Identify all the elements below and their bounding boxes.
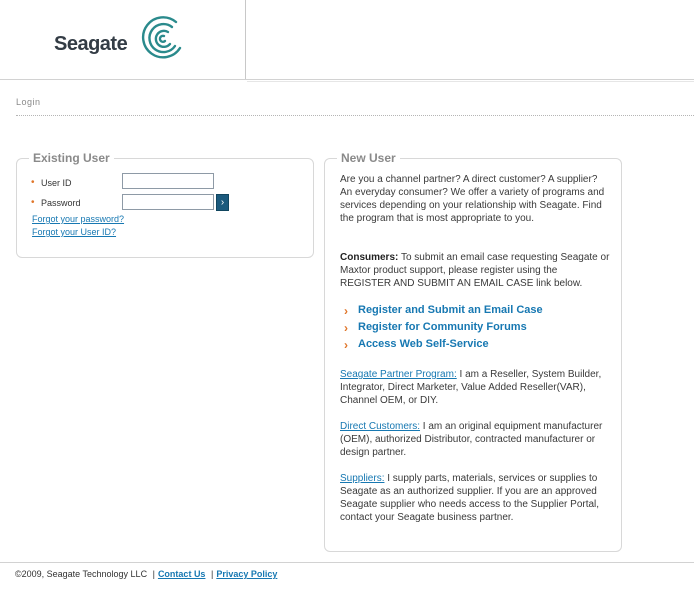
suppliers-paragraph — [340, 472, 610, 524]
direct-customers-paragraph — [340, 420, 610, 459]
page-footer — [15, 569, 277, 579]
forgot-password-link[interactable]: Forgot your password? — [32, 214, 125, 224]
existing-user-title: Existing User — [29, 151, 114, 165]
contact-us-link[interactable]: Contact Us — [157, 569, 206, 579]
footer-separator: | — [152, 569, 155, 579]
page-header — [0, 0, 694, 80]
suppliers-text: I supply parts, materials, services or supplies to Seagate as an authorized supplier. If you are an approved Seagate supplier who needs access to the Supplier Portal, contact your Seagate business partner. — [340, 473, 600, 523]
new-user-panel — [324, 151, 622, 552]
user-id-label: User ID — [41, 178, 72, 188]
copyright-text: ©2009, Seagate Technology LLC — [15, 569, 148, 579]
new-user-intro: Are you a channel partner? A direct customer? A supplier? An everyday consumer? We offer a variety of programs and services depending on your relationship with Seagate. Find the program that is most appropriate to you. — [340, 174, 605, 224]
chevron-right-icon: › — [344, 338, 348, 352]
footer-separator: | — [210, 569, 214, 579]
bullet-icon: • — [31, 177, 35, 188]
forgot-userid-link[interactable]: Forgot your User ID? — [32, 227, 117, 237]
existing-user-panel — [16, 151, 314, 258]
password-input[interactable] — [122, 194, 214, 210]
consumers-paragraph — [340, 251, 610, 290]
direct-customers-link[interactable]: Direct Customers: — [340, 421, 421, 432]
privacy-policy-link[interactable]: Privacy Policy — [216, 569, 278, 579]
partner-program-link[interactable]: Seagate Partner Program: — [340, 369, 457, 380]
footer-divider — [0, 562, 694, 563]
consumers-label: Consumers: — [340, 252, 399, 263]
logo-area — [0, 0, 246, 79]
breadcrumb-divider — [16, 115, 694, 116]
direct-customers-text: I am an original equipment manufacturer (OEM), authorized Distributor, contracted manufacturer or design partner. — [340, 421, 603, 458]
new-user-title: New User — [337, 151, 400, 165]
breadcrumb: Login — [16, 97, 41, 107]
suppliers-link[interactable]: Suppliers: — [340, 473, 385, 484]
login-submit-button[interactable] — [216, 194, 229, 211]
register-forums-link[interactable]: Register for Community Forums — [358, 321, 527, 333]
user-id-input[interactable] — [122, 173, 214, 189]
web-self-service-link[interactable]: Access Web Self-Service — [358, 338, 489, 350]
bullet-icon: • — [31, 197, 35, 208]
header-divider — [0, 79, 694, 80]
chevron-right-icon: › — [344, 304, 348, 318]
partner-paragraph — [340, 368, 610, 407]
logo-wordmark[interactable]: Seagate — [54, 33, 128, 55]
consumers-text: To submit an email case requesting Seagate or Maxtor product support, please register using the REGISTER AND SUBMIT AN EMAIL CASE link below. — [340, 252, 610, 289]
register-email-case-link[interactable]: Register and Submit an Email Case — [358, 304, 543, 316]
header-divider-secondary — [247, 81, 694, 82]
seagate-logo-icon[interactable] — [136, 16, 186, 60]
chevron-right-icon: › — [220, 197, 225, 208]
chevron-right-icon: › — [344, 321, 348, 335]
password-label: Password — [41, 198, 81, 208]
partner-text: I am a Reseller, System Builder, Integrator, Direct Marketer, Value Added Reseller(VAR), Channel OEM, or DIY. — [340, 369, 602, 406]
